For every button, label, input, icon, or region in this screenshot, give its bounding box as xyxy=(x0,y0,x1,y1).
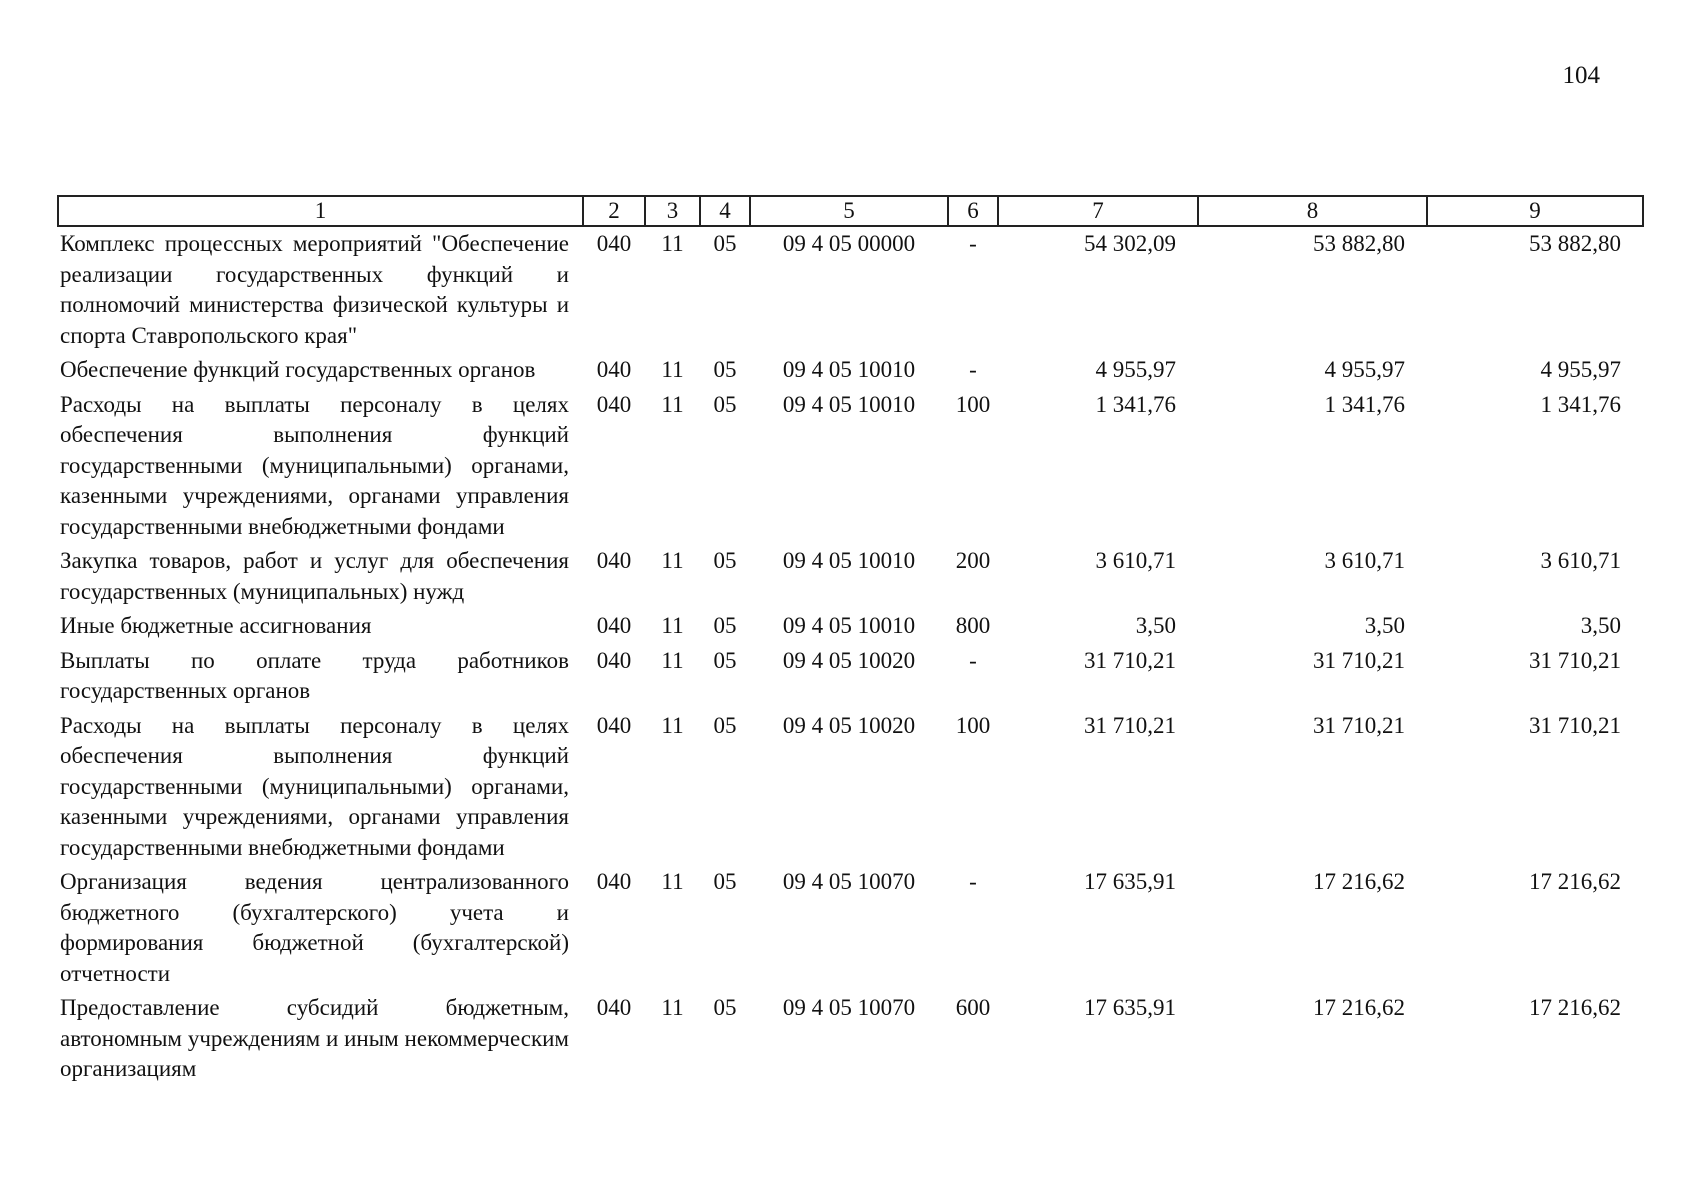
cell-amount-col9: 4 955,97 xyxy=(1540,357,1621,382)
table-row xyxy=(58,544,1643,609)
cell-amount-col7: 17 635,91 xyxy=(1084,995,1176,1020)
cell-amount-col9: 3,50 xyxy=(1580,613,1621,638)
column-header: 9 xyxy=(1427,196,1643,226)
cell-expense-type: - xyxy=(969,869,977,894)
cell-amount-col7: 3 610,71 xyxy=(1095,548,1176,573)
cell-expense-type: 800 xyxy=(955,613,991,638)
row-name: Расходы на выплаты персоналу в целях обеспечения выполнения функций государственными (муниципальными) органами, казенными учреждениями, органами управления государственными внебюджетными фондами xyxy=(60,712,569,860)
cell-amount-col8: 1 341,76 xyxy=(1324,391,1405,417)
row-name: Предоставление субсидий бюджетным, автономным учреждениям и иным некоммерческим организациям xyxy=(60,995,569,1081)
budget-table xyxy=(57,195,1644,1087)
column-header: 5 xyxy=(750,196,948,226)
cell-amount-col9: 3 610,71 xyxy=(1540,548,1621,573)
column-header: 4 xyxy=(700,196,750,226)
cell-amount-col9: 53 882,80 xyxy=(1529,231,1621,256)
cell-target-article: 09 4 05 10020 xyxy=(782,647,916,673)
cell-amount-col8: 3 610,71 xyxy=(1324,548,1405,573)
column-header: 8 xyxy=(1198,196,1427,226)
cell-section: 11 xyxy=(661,548,684,573)
row-name: Комплекс процессных мероприятий "Обеспечение реализации государственных функций и полномочий министерства физической культуры и спорта Ставропольского края" xyxy=(60,231,569,348)
cell-target-article: 09 4 05 10070 xyxy=(782,869,916,894)
page-number: 104 xyxy=(1562,62,1600,89)
cell-ministry-code: 040 xyxy=(596,869,632,894)
cell-ministry-code: 040 xyxy=(596,391,632,417)
cell-section: 11 xyxy=(661,647,684,673)
cell-target-article: 09 4 05 10070 xyxy=(782,995,916,1020)
cell-expense-type: - xyxy=(969,231,977,256)
column-header: 3 xyxy=(645,196,700,226)
cell-amount-col9: 1 341,76 xyxy=(1540,391,1621,417)
cell-amount-col7: 31 710,21 xyxy=(1084,712,1176,738)
cell-expense-type: - xyxy=(969,647,977,673)
cell-ministry-code: 040 xyxy=(596,647,632,673)
cell-amount-col9: 17 216,62 xyxy=(1529,995,1621,1020)
cell-subsection: 05 xyxy=(713,391,737,417)
cell-target-article: 09 4 05 10010 xyxy=(782,548,916,573)
table-row xyxy=(58,609,1643,644)
column-header: 1 xyxy=(58,196,583,226)
cell-expense-type: 100 xyxy=(955,712,991,738)
cell-amount-col8: 53 882,80 xyxy=(1313,231,1405,256)
cell-section: 11 xyxy=(661,357,684,382)
cell-subsection: 05 xyxy=(713,613,737,638)
column-header: 2 xyxy=(583,196,645,226)
cell-amount-col7: 17 635,91 xyxy=(1084,869,1176,894)
cell-subsection: 05 xyxy=(713,712,737,738)
cell-target-article: 09 4 05 10010 xyxy=(782,613,916,638)
column-header: 7 xyxy=(998,196,1198,226)
table-row xyxy=(58,644,1643,709)
table-header-row xyxy=(58,196,1643,226)
cell-section: 11 xyxy=(661,231,684,256)
table-body xyxy=(58,226,1643,1087)
cell-ministry-code: 040 xyxy=(596,712,632,738)
row-name: Организация ведения централизованного бюджетного (бухгалтерского) учета и формирования бюджетной (бухгалтерской) отчетности xyxy=(60,869,569,986)
table-row xyxy=(58,388,1643,545)
cell-subsection: 05 xyxy=(713,548,737,573)
cell-section: 11 xyxy=(661,613,684,638)
cell-section: 11 xyxy=(661,869,684,894)
cell-ministry-code: 040 xyxy=(596,231,632,256)
cell-amount-col7: 54 302,09 xyxy=(1084,231,1176,256)
row-name: Расходы на выплаты персоналу в целях обеспечения выполнения функций государственными (муниципальными) органами, казенными учреждениями, органами управления государственными внебюджетными фондами xyxy=(60,391,569,539)
cell-ministry-code: 040 xyxy=(596,613,632,638)
cell-amount-col9: 31 710,21 xyxy=(1529,712,1621,738)
cell-expense-type: - xyxy=(969,357,977,382)
row-name: Выплаты по оплате труда работников государственных органов xyxy=(60,647,569,703)
cell-target-article: 09 4 05 00000 xyxy=(782,231,916,256)
row-name: Закупка товаров, работ и услуг для обеспечения государственных (муниципальных) нужд xyxy=(60,548,569,604)
cell-section: 11 xyxy=(661,391,684,417)
cell-expense-type: 200 xyxy=(955,548,991,573)
cell-subsection: 05 xyxy=(713,231,737,256)
cell-amount-col9: 17 216,62 xyxy=(1529,869,1621,894)
cell-ministry-code: 040 xyxy=(596,548,632,573)
cell-section: 11 xyxy=(661,995,684,1020)
cell-amount-col7: 3,50 xyxy=(1135,613,1176,638)
cell-ministry-code: 040 xyxy=(596,357,632,382)
cell-amount-col7: 31 710,21 xyxy=(1084,647,1176,673)
cell-amount-col8: 31 710,21 xyxy=(1313,712,1405,738)
cell-target-article: 09 4 05 10010 xyxy=(782,357,916,382)
table-row xyxy=(58,353,1643,388)
cell-ministry-code: 040 xyxy=(596,995,632,1020)
cell-target-article: 09 4 05 10010 xyxy=(782,391,916,417)
cell-expense-type: 100 xyxy=(955,391,991,417)
cell-amount-col8: 17 216,62 xyxy=(1313,869,1405,894)
cell-amount-col7: 4 955,97 xyxy=(1095,357,1176,382)
table-row xyxy=(58,709,1643,866)
cell-subsection: 05 xyxy=(713,869,737,894)
cell-amount-col8: 17 216,62 xyxy=(1313,995,1405,1020)
cell-amount-col8: 3,50 xyxy=(1364,613,1405,638)
table-row xyxy=(58,226,1643,353)
cell-amount-col7: 1 341,76 xyxy=(1095,391,1176,417)
column-header: 6 xyxy=(948,196,998,226)
cell-expense-type: 600 xyxy=(955,995,991,1020)
table-row xyxy=(58,865,1643,991)
cell-section: 11 xyxy=(661,712,684,738)
cell-amount-col8: 31 710,21 xyxy=(1313,647,1405,673)
cell-amount-col9: 31 710,21 xyxy=(1529,647,1621,673)
row-name: Обеспечение функций государственных органов xyxy=(60,357,536,382)
cell-subsection: 05 xyxy=(713,357,737,382)
cell-subsection: 05 xyxy=(713,647,737,673)
cell-amount-col8: 4 955,97 xyxy=(1324,357,1405,382)
cell-target-article: 09 4 05 10020 xyxy=(782,712,916,738)
row-name: Иные бюджетные ассигнования xyxy=(60,613,372,638)
cell-subsection: 05 xyxy=(713,995,737,1020)
table-row xyxy=(58,991,1643,1087)
